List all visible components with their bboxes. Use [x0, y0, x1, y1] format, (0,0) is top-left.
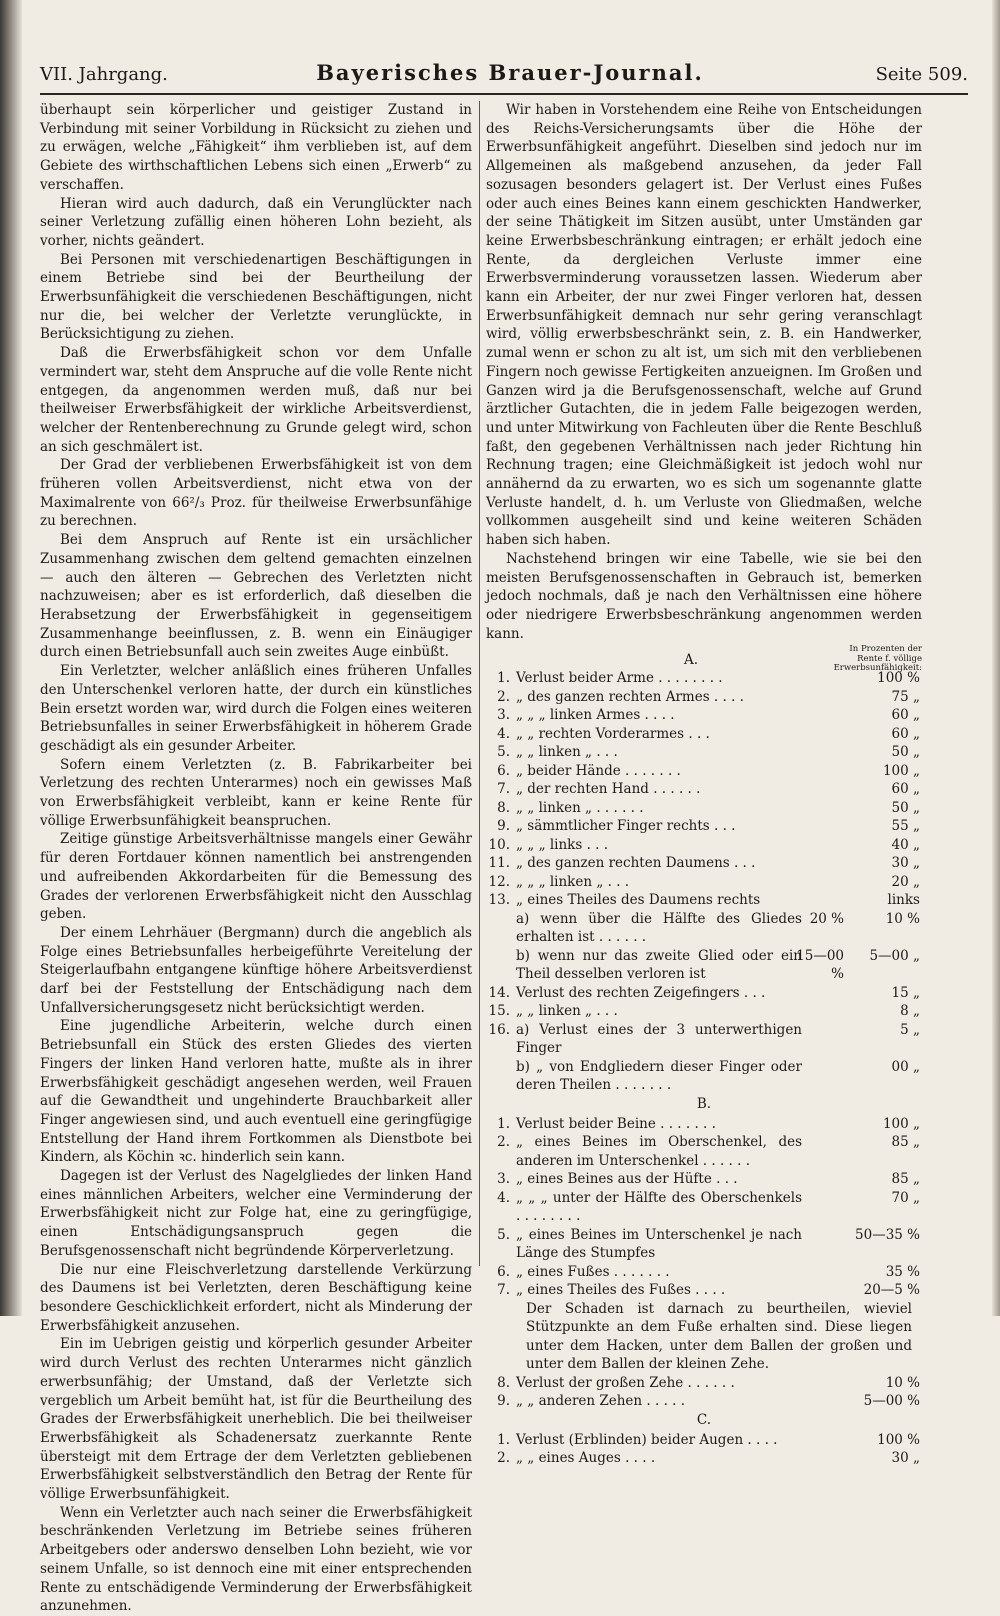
row-number: 6. [497, 762, 510, 779]
paragraph: Ein im Uebrigen geistig und körperlich gesunder Arbeiter wird durch Verlust des rechten Unterarmes nicht gänzlich erwerbsunfähig; der Umstand, daß der Verletzte sich vergeblich um Arbeit bemüht hat, ist für die Beurtheilung des Grades der Erwerbsfähigkeit unerheblich. Die bei theilweiser Erwerbsfähigkeit als Schadenersatz zuerkannte Rente übersteigt mit dem Ertrage der dem Verletzten gebliebenen Erwerbsfähigkeit selbstverständlich den Betrag der Rente für völlige Erwerbsunfähigkeit. [40, 1336, 472, 1503]
row-percent: 5—00 „ [869, 947, 920, 964]
disability-table [486, 644, 922, 1468]
paragraph: Sofern einem Verletzten (z. B. Fabrikarbeiter bei Verletzung des rechten Unterarmes) noch ein gewisses Maß von Erwerbsfähigkeit verbleibt, kann er keine Rente für völlige Erwerbsunfähigkeit beanspruchen. [40, 756, 472, 829]
row-number: 5. [497, 744, 510, 761]
row-label: Verlust des rechten Zeigefingers . . . [516, 984, 766, 1001]
paragraph: Wir haben in Vorstehendem eine Reihe von Entscheidungen des Reichs-Versicherungsamts über die Höhe der Erwerbsunfähigkeit angeführt. Dieselben sind jedoch nur im Allgemeinen als maßgebend anzusehen, da jeder Fall sozusagen besonders gelagert ist. Der Verlust eines Fußes oder auch eines Beines kann einem geschickten Handwerker, der seine Thätigkeit im Sitzen ausübt, unter Umständen gar keine Erwerbsbeschränkung eintragen; er erhält jedoch eine Rente, da dergleichen Verluste immer eine Erwerbsverminderung voraussetzen lassen. Wiederum aber kann ein Arbeiter, der nur zwei Finger verloren hat, dessen Erwerbsunfähigkeit demnach nur sehr gering veranschlagt wird, völlig erwerbsbeschränkt sein, z. B. ein Handwerker, zumal wenn er schon zu alt ist, um sich mit den verbliebenen Fingern noch gewisse Fertigkeiten anzueignen. Im Großen und Ganzen wird ja die Berufsgenossenschaft, welche auf Grund ärztlicher Gutachten, die in jedem Falle beigezogen werden, und unter Mitwirkung von Fachleuten über die Rente Beschluß faßt, den gegebenen Verhältnissen nach jeder Richtung hin Rechnung tragen; eine Gleichmäßigkeit ist jedoch wohl nur annähernd da zu erwarten, wo es sich um sogenannte glatte Verluste handelt, d. h. um Verluste von Gliedmaßen, welche vollkommen ausgeheilt sind und keine weiteren Schäden haben sich haben. [486, 102, 922, 549]
row-number: 16. [488, 1021, 510, 1038]
row-number: 13. [488, 892, 510, 909]
section-a-rows [486, 669, 922, 1095]
table-row [486, 762, 922, 781]
table-row [486, 910, 922, 947]
row-label: „ eines Beines aus der Hüfte . . . [516, 1171, 738, 1188]
paragraph: Eine jugendliche Arbeiterin, welche durch einen Betriebsunfall ein Stück des ersten Gliedes des vierten Fingers der linken Hand verloren hatte, mußte als in ihrer Erwerbsfähigkeit geschädigt angesehen werden, weil Frauen auf die Gewandtheit und ungehinderte Brauchbarkeit aller Finger angewiesen sind, und auch eventuell eine geringfügige Entstellung der Hand ihrem Fortkommen als Dienstbote bei Kindern, als Köchin ꝛc. hinderlich sein kann. [40, 1018, 472, 1166]
row-number: 5. [497, 1226, 510, 1243]
paragraph: Die nur eine Fleischverletzung darstellende Verkürzung des Daumens ist bei Verletzten, deren Beschäftigung keine besondere Geschicklichkeit erfordert, nicht als Minderung der Erwerbsfähigkeit anzusehen. [40, 1261, 472, 1334]
table-row [486, 854, 922, 873]
row-number: 2. [497, 1450, 510, 1467]
row-label: b) wenn nur das zweite Glied oder ein Theil desselben verloren ist [516, 947, 802, 983]
page-edge-shadow [992, 0, 1000, 1316]
table-row [486, 1374, 922, 1393]
row-number: 1. [497, 670, 510, 687]
row-label: „ „ „ linken „ . . . [516, 873, 630, 890]
row-label: „ eines Theiles des Fußes . . . . [516, 1282, 726, 1299]
row-number: 4. [497, 1189, 510, 1206]
row-percent: 35 % [885, 1263, 920, 1280]
paragraph: Wenn ein Verletzter auch nach seiner die Erwerbsfähigkeit beschränkenden Verletzung im Betriebe seines früheren Arbeitgebers oder anderswo denselben Lohn bezieht, wie vor seinem Unfalle, so ist dennoch eine mit einer entsprechenden Rente zu entschädigende Verminderung der Erwerbsfähigkeit anzunehmen. [40, 1504, 472, 1615]
table-row [486, 1431, 922, 1450]
row-label: „ „ rechten Vorderarmes . . . [516, 725, 710, 742]
paragraph: Dagegen ist der Verlust des Nagelgliedes der linken Hand eines männlichen Arbeiters, welcher eine Verminderung der Erwerbsfähigkeit nicht zur Folge hat, eine zu geringfügige, einen Entschädigungsanspruch gegen die Berufsgenossenschaft nicht begründende Körperverletzung. [40, 1168, 472, 1259]
row-label: „ „ anderen Zehen . . . . . [516, 1393, 686, 1410]
table-row [486, 688, 922, 707]
row-number: 2. [497, 1134, 510, 1151]
row-label: „ eines Beines im Unterschenkel je nach Länge des Stumpfes [516, 1226, 802, 1262]
volume-label: VII. Jahrgang. [40, 64, 168, 85]
paragraph: Bei dem Anspruch auf Rente ist ein ursächlicher Zusammenhang zwischen dem geltend gemachten einzelnen — auch den älteren — Gebrechen des Verletzten nicht nachzuweisen; aber es ist erforderlich, daß dieselben die Herabsetzung der Erwerbsfähigkeit in gegenseitigem Zusammenhange beeinflussen, z. B. wenn ein Einäugiger durch einen Betriebsunfall auch sein zweites Auge einbüßt. [40, 532, 472, 661]
paragraph: überhaupt sein körperlicher und geistiger Zustand in Verbindung mit seiner Vorbildung in Rücksicht zu ziehen und zu erwägen, welche „Fähigkeit“ ihm verblieben ist, auf dem Gebiete des wirthschaftlichen Lebens sich einen „Erwerb“ zu verschaffen. [40, 102, 472, 193]
row-percent: 30 „ [891, 1450, 920, 1467]
section-b-note-row [486, 1300, 922, 1374]
column-divider [479, 101, 480, 1266]
paragraph: Bei Personen mit verschiedenartigen Beschäftigungen in einem Betriebe sind bei der Beurtheilung der Erwerbsunfähigkeit die verschiedenen Beschäftigungen, nicht nur die, bei welcher der Verletzte verunglückte, in Berücksichtigung zu ziehen. [40, 251, 472, 343]
table-row [486, 706, 922, 725]
table-row [486, 1263, 922, 1282]
journal-title: Bayerisches Brauer-Journal. [316, 60, 704, 85]
table-row [486, 1281, 922, 1300]
row-label: Verlust (Erblinden) beider Augen . . . . [516, 1431, 778, 1448]
row-percent: 00 „ [891, 1058, 920, 1075]
page-binding-shadow [0, 0, 22, 1316]
row-label: „ „ linken „ . . . [516, 1003, 618, 1020]
row-percent: 85 „ [891, 1134, 920, 1151]
row-number: 15. [488, 1003, 510, 1020]
table-row [486, 873, 922, 892]
table-row [486, 1133, 922, 1170]
row-label: „ „ „ unter der Hälfte des Oberschenkels . . . . . . . . [516, 1189, 802, 1225]
right-column [486, 101, 922, 1468]
paragraph: Hieran wird auch dadurch, daß ein Verunglückter nach seiner Verletzung zufällig einen höheren Lohn bezieht, als vorher, nichts geändert. [40, 195, 472, 249]
section-b-note: Der Schaden ist darnach zu beurtheilen, wieviel Stützpunkte an dem Fuße erhalten sind. Diese liegen unter dem Hacken, unter dem Ballen der großen und unter dem Ballen der kleinen Zehe. [526, 1300, 912, 1373]
row-percent: 100 % [877, 1431, 920, 1448]
table-row [486, 1002, 922, 1021]
section-b-rows [486, 1115, 922, 1300]
row-number: 1. [497, 1115, 510, 1132]
row-percent: 5—00 % [863, 1393, 920, 1410]
row-percent: 60 „ [891, 725, 920, 742]
row-label: „ „ „ linken Armes . . . . [516, 707, 675, 724]
table-row [486, 780, 922, 799]
section-c-rows [486, 1431, 922, 1468]
table-row [486, 1392, 922, 1411]
header-rule [40, 93, 968, 95]
row-label: „ „ „ links . . . [516, 836, 609, 853]
table-row [486, 1449, 922, 1468]
row-percent: 30 „ [891, 855, 920, 872]
row-label: Verlust beider Beine . . . . . . . [516, 1115, 716, 1132]
row-number: 12. [488, 873, 510, 890]
row-label: „ des ganzen rechten Armes . . . . [516, 688, 744, 705]
table-row [486, 947, 922, 984]
section-c-letter: C. [696, 1411, 712, 1428]
table-row [486, 836, 922, 855]
row-label: „ eines Beines im Oberschenkel, des anderen im Unterschenkel . . . . . . [516, 1134, 802, 1169]
row-number: 14. [488, 984, 510, 1001]
row-label: Verlust beider Arme . . . . . . . . [516, 670, 723, 687]
row-percent: 50 „ [891, 799, 920, 816]
row-percent: 8 „ [900, 1003, 920, 1020]
row-label: „ sämmtlicher Finger rechts . . . [516, 818, 736, 835]
row-label: Verlust der großen Zehe . . . . . . [516, 1374, 735, 1391]
row-number: 3. [497, 707, 510, 724]
unit-column-header: In Prozenten der Rente f. völlige Erwerbsunfähigkeit: [833, 644, 922, 674]
table-row [486, 669, 922, 688]
section-b-rows-toes [486, 1374, 922, 1411]
row-percent: 20 „ [891, 873, 920, 890]
row-percent: 60 „ [891, 707, 920, 724]
section-b-letter: B. [696, 1095, 712, 1112]
row-percent: 85 „ [891, 1171, 920, 1188]
row-percent: links [887, 892, 920, 909]
table-row [486, 1226, 922, 1263]
row-label: b) „ von Endgliedern dieser Finger oder deren Theilen . . . . . . . [516, 1058, 802, 1094]
right-column-text [486, 101, 922, 643]
row-percent: 55 „ [891, 818, 920, 835]
row-label: „ des ganzen rechten Daumens . . . [516, 855, 756, 872]
row-number: 8. [497, 1374, 510, 1391]
paragraph: Der einem Lehrhäuer (Bergmann) durch die angeblich als Folge eines Betriebsunfalles herbeigeführte Vereitelung der Steigerlaufbahn entgangene künftige höhere Arbeitsverdienst darf bei der Feststellung der Entschädigung nach dem Unfallversicherungsgesetz nicht berücksichtigt werden. [40, 924, 472, 1016]
row-percent: 60 „ [891, 781, 920, 798]
row-number: 9. [497, 818, 510, 835]
row-percent: 10 % [885, 1374, 920, 1391]
row-label: „ eines Theiles des Daumens rechts [516, 892, 761, 909]
table-row [486, 725, 922, 744]
table-row [486, 743, 922, 762]
row-number: 11. [488, 855, 510, 872]
row-number: 2. [497, 688, 510, 705]
row-percent: 100 „ [882, 1115, 920, 1132]
row-number: 1. [497, 1431, 510, 1448]
row-number: 7. [497, 1282, 510, 1299]
row-percent: 100 % [877, 670, 920, 687]
section-a-letter: A. [683, 652, 699, 669]
table-row [486, 1021, 922, 1058]
paragraph: Der Grad der verbliebenen Erwerbsfähigkeit ist von dem früheren vollen Arbeitsverdienst, nicht etwa von der Maximalrente von 66²/₃ Proz. für theilweise Erwerbsunfähige zu berechnen. [40, 457, 472, 530]
paragraph: Daß die Erwerbsfähigkeit schon vor dem Unfalle vermindert war, steht dem Anspruche auf die volle Rente nicht entgegen, da angenommen werden muß, daß nur bei theilweiser Erwerbsfähigkeit der wirkliche Arbeitsverdienst, welcher der Rentenberechnung zu Grunde gelegt wird, schon an sich geschmälert ist. [40, 345, 472, 455]
running-header [40, 58, 980, 92]
table-row [486, 1115, 922, 1134]
section-a-header [486, 644, 922, 674]
row-number: 6. [497, 1263, 510, 1280]
row-label: „ „ eines Auges . . . . [516, 1450, 656, 1467]
paragraph: Nachstehend bringen wir eine Tabelle, wie sie bei den meisten Berufsgenossenschaften in Gebrauch ist, bemerken jedoch nochmals, daß je nach den Verhältnissen eine höhere oder niedrigere Erwerbsbeschränkung angenommen werden kann. [486, 550, 922, 642]
table-row [486, 799, 922, 818]
row-right-value: 20 % [809, 910, 844, 927]
row-percent: 40 „ [891, 836, 920, 853]
row-number: 8. [497, 799, 510, 816]
row-label: a) wenn über die Hälfte des Gliedes erhalten ist . . . . . . [516, 910, 802, 946]
row-number: 9. [497, 1393, 510, 1410]
row-percent: 75 „ [891, 688, 920, 705]
row-percent: 20—5 % [863, 1282, 920, 1299]
row-right-value: 15—00 % [796, 947, 844, 983]
row-percent: 5 „ [900, 1021, 920, 1038]
row-number: 10. [488, 836, 510, 853]
row-label: „ „ linken „ . . . . . . [516, 799, 644, 816]
left-column [40, 101, 472, 1616]
row-percent: 50—35 % [855, 1226, 920, 1243]
row-number: 3. [497, 1171, 510, 1188]
table-row [486, 1189, 922, 1226]
row-percent: 50 „ [891, 744, 920, 761]
row-number: 4. [497, 725, 510, 742]
table-row [486, 1058, 922, 1095]
row-label: „ beider Hände . . . . . . . [516, 762, 681, 779]
table-row [486, 817, 922, 836]
row-percent: 100 „ [882, 762, 920, 779]
paragraph: Zeitige günstige Arbeitsverhältnisse mangels einer Gewähr für deren Fortdauer können namentlich bei anstrengenden und aufreibenden Akkordarbeiten für die Bemessung des Grades der verlorenen Erwerbsfähigkeit nicht den Ausschlag geben. [40, 831, 472, 923]
row-number: 7. [497, 781, 510, 798]
table-row [486, 1170, 922, 1189]
row-percent: 15 „ [891, 984, 920, 1001]
table-row [486, 984, 922, 1003]
paragraph: Ein Verletzter, welcher anläßlich eines früheren Unfalles den Unterschenkel verloren hatte, der durch ein künstliches Bein ersetzt worden war, wird durch die Folgen eines weiteren Betriebsunfalles in seiner Erwerbsfähigkeit in höherem Grade geschädigt als ein gesunder Arbeiter. [40, 663, 472, 754]
row-percent: 10 % [885, 910, 920, 927]
table-row [486, 891, 922, 910]
row-label: „ der rechten Hand . . . . . . [516, 781, 701, 798]
row-label: „ eines Fußes . . . . . . . [516, 1263, 670, 1280]
row-label: „ „ linken „ . . . [516, 744, 618, 761]
page-number: Seite 509. [875, 64, 968, 85]
row-percent: 70 „ [891, 1189, 920, 1206]
row-label: a) Verlust eines der 3 unterwerthigen Finger [516, 1021, 802, 1057]
